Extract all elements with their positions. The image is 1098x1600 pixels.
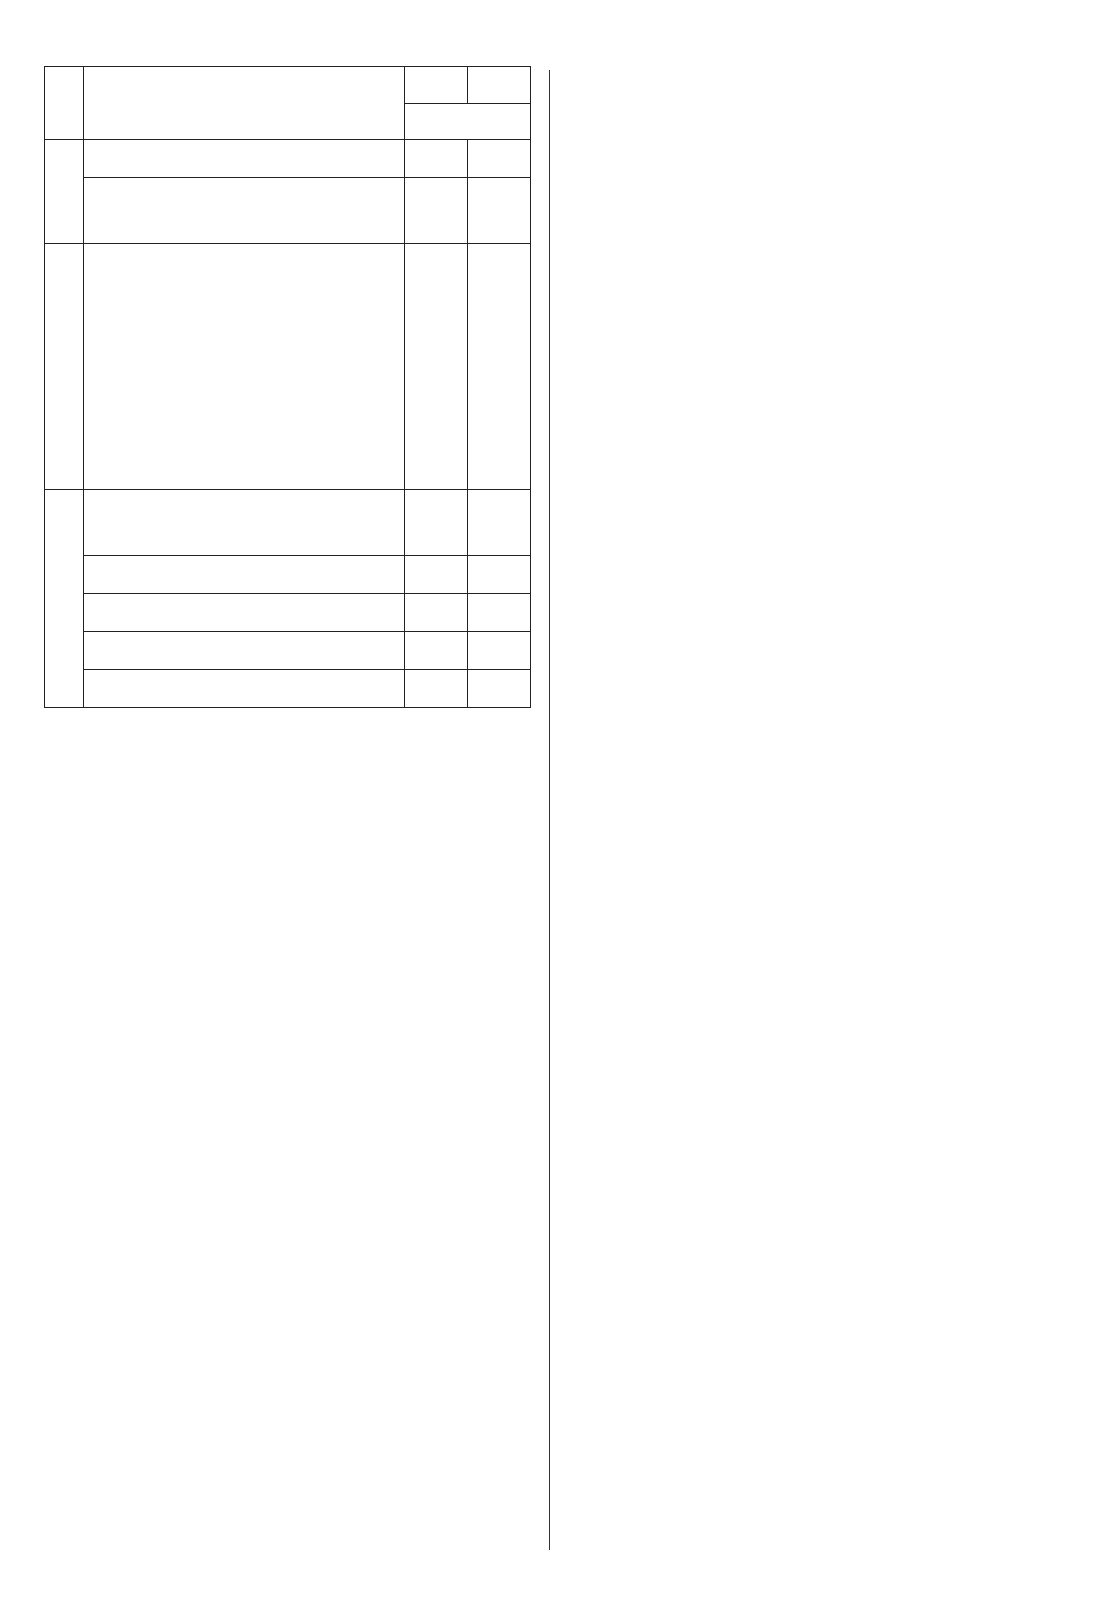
right-column bbox=[568, 76, 1068, 82]
evaluation-table bbox=[44, 66, 531, 708]
cell-blank bbox=[405, 632, 468, 670]
watermark-logo bbox=[896, 1522, 1076, 1592]
point-run bbox=[84, 244, 405, 490]
cell-blank bbox=[405, 556, 468, 594]
cell-blank bbox=[405, 490, 468, 556]
header-step bbox=[45, 67, 84, 140]
cell-blank bbox=[405, 244, 468, 490]
header-peer bbox=[468, 67, 531, 104]
cell-blank bbox=[468, 244, 531, 490]
point-cha-5 bbox=[84, 670, 405, 708]
cell-blank bbox=[405, 594, 468, 632]
point-cha-1 bbox=[84, 490, 405, 556]
point-cha-4 bbox=[84, 632, 405, 670]
cell-blank bbox=[468, 140, 531, 178]
cell-blank bbox=[468, 178, 531, 244]
point-cha-2 bbox=[84, 556, 405, 594]
step-shen bbox=[45, 140, 84, 244]
left-column bbox=[44, 62, 534, 714]
cell-blank bbox=[405, 178, 468, 244]
step-cha bbox=[45, 490, 84, 708]
cell-blank bbox=[468, 632, 531, 670]
cell-blank bbox=[468, 670, 531, 708]
point-shen-2 bbox=[84, 178, 405, 244]
step-run bbox=[45, 244, 84, 490]
header-point bbox=[84, 67, 405, 140]
cell-blank bbox=[468, 594, 531, 632]
header-yesno bbox=[405, 104, 531, 140]
point-shen-1 bbox=[84, 140, 405, 178]
cell-blank bbox=[405, 670, 468, 708]
cell-blank bbox=[405, 140, 468, 178]
point-cha-3 bbox=[84, 594, 405, 632]
column-divider bbox=[549, 70, 550, 1550]
cell-blank bbox=[468, 490, 531, 556]
cell-blank bbox=[468, 556, 531, 594]
header-self bbox=[405, 67, 468, 104]
